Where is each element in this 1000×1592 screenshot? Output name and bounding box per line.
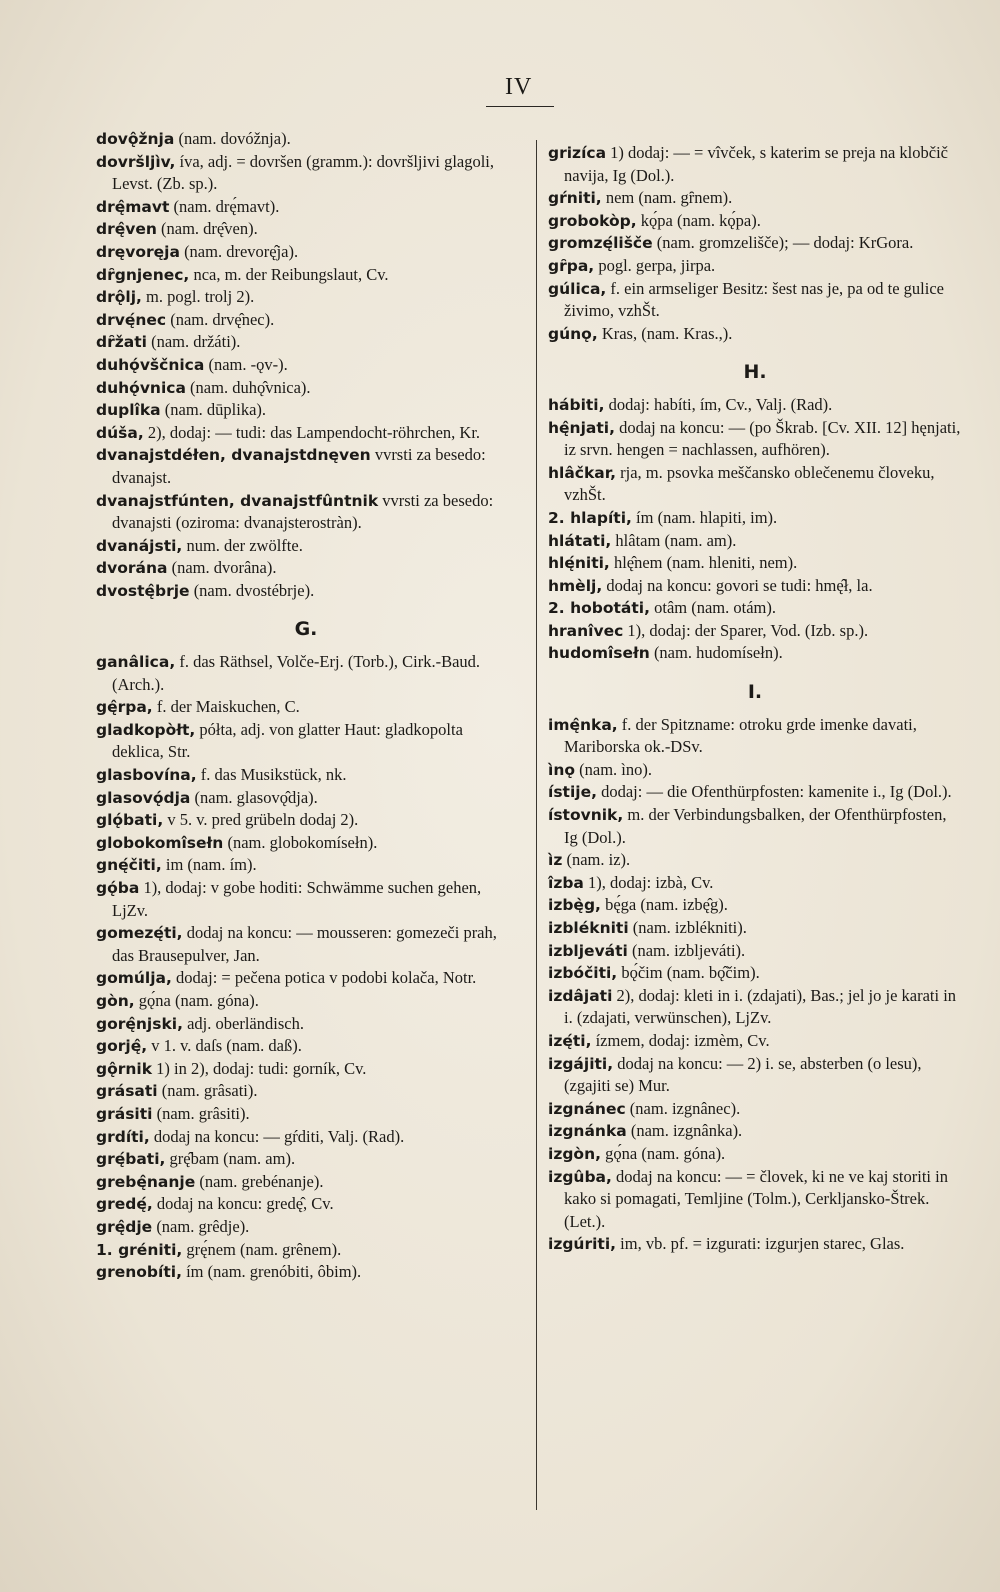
dictionary-entry — [548, 417, 962, 462]
entry-headword: gomúlja, — [96, 969, 172, 988]
entry-headword: gòn, — [96, 991, 135, 1010]
dictionary-entry — [548, 962, 962, 985]
entry-headword: gromzę́lišče — [548, 234, 653, 253]
dictionary-entry — [548, 278, 962, 323]
entry-definition: nca, m. der Reibungslaut, Cv. — [189, 264, 389, 284]
entry-headword: 2. hobotáti, — [548, 599, 650, 618]
entry-definition: (nam. drevorę̂ja). — [179, 241, 299, 261]
dictionary-entry — [548, 323, 962, 346]
entry-definition: im (nam. ím). — [161, 855, 257, 875]
entry-headword: dvanajstdéłen, dvanajstdnęven — [96, 446, 371, 465]
entry-definition: 2), dodaj: — tudi: das Lampendocht-röhrchen, Kr. — [143, 422, 481, 442]
dictionary-entry — [96, 967, 516, 990]
entry-definition: bę́ga (nam. izbę̂g). — [600, 895, 728, 915]
dictionary-entry — [548, 1053, 962, 1098]
entry-headword: grę́bati, — [96, 1150, 166, 1169]
header-rule — [486, 106, 554, 107]
dictionary-entry — [96, 286, 516, 309]
entry-definition: íva, adj. = dovršen (gramm.): dovršljivi glagoli, Levst. (Zb. sp.). — [112, 151, 495, 194]
entry-definition: (nam. grebénanje). — [195, 1171, 324, 1191]
entry-headword: dvostę̂brje — [96, 581, 190, 600]
dictionary-entry — [96, 399, 516, 422]
section-letter-g: G. — [294, 618, 318, 641]
entry-definition: f. ein armseliger Besitz: šest nas je, pa od te gulice živimo, vzhŠt. — [564, 278, 944, 321]
dictionary-entry — [96, 696, 516, 719]
entry-definition: dodaj: = pečena potica v podobi kolača, Notr. — [171, 968, 477, 988]
entry-headword: gȓpa, — [548, 256, 595, 275]
entry-headword: izgûba, — [548, 1167, 612, 1186]
entry-headword: grizíca — [548, 144, 607, 162]
entry-definition: (nam. grêdje). — [152, 1216, 250, 1236]
entry-definition: (nam. dūplika). — [160, 400, 267, 420]
entry-definition: f. das Musikstück, nk. — [196, 765, 347, 785]
dictionary-entry — [548, 849, 962, 872]
dictionary-entry — [96, 1058, 516, 1081]
entry-headword: gorę̂njski, — [96, 1014, 183, 1033]
entry-headword: dvanajstfúnten, dvanajstfûntnik — [96, 491, 379, 510]
entry-definition: (nam. glasovǫ̂dja). — [190, 787, 318, 807]
dictionary-entry — [548, 714, 962, 759]
entry-headword: dúša, — [96, 423, 144, 442]
entry-definition: gǫ́na (nam. góna). — [134, 990, 259, 1010]
entry-headword: izbóčiti, — [548, 964, 618, 983]
entry-headword: grásati — [96, 1082, 158, 1101]
dictionary-entry — [96, 241, 516, 264]
entry-definition: 1), dodaj: izbà, Cv. — [583, 872, 714, 892]
entry-headword: duhǫ́vnica — [96, 378, 186, 397]
entry-list-h — [548, 394, 962, 665]
dictionary-entry — [96, 651, 516, 696]
dictionary-entry — [96, 1239, 516, 1262]
dictionary-entry — [548, 1120, 962, 1143]
entry-definition: Kras, (nam. Kras.,). — [597, 323, 733, 343]
entry-definition: num. der zwölfte. — [182, 535, 303, 555]
entry-definition: ím (nam. hlapiti, im). — [631, 507, 778, 527]
entry-definition: dodaj: — die Ofenthürpfosten: kamenite i., Ig (Dol.). — [596, 782, 952, 802]
entry-headword: grenobíti, — [96, 1263, 182, 1282]
entry-headword: dvanájsti, — [96, 536, 183, 555]
dictionary-entry — [548, 507, 962, 530]
dictionary-entry — [548, 575, 962, 598]
dictionary-entry — [548, 1030, 962, 1053]
entry-headword: gorję̂, — [96, 1037, 148, 1056]
entry-definition: grę̂bam (nam. am). — [165, 1149, 296, 1169]
entry-definition: bǫ́čim (nam. bǫ̂čim). — [617, 963, 760, 983]
entry-headword: dȓgnjenec, — [96, 265, 190, 284]
entry-definition: (nam. ìno). — [575, 759, 652, 779]
entry-definition: rja, m. psovka meščansko oblečenemu človeku, vzhŠt. — [564, 462, 935, 505]
entry-definition: (nam. dovóžnja). — [174, 129, 291, 148]
entry-definition: (nam. gromzelišče); — dodaj: KrGora. — [652, 233, 914, 253]
entry-definition: 1), dodaj: der Sparer, Vod. (Izb. sp.). — [623, 620, 869, 640]
entry-headword: izgòn, — [548, 1144, 602, 1163]
dictionary-entry — [548, 1143, 962, 1166]
entry-definition: (nam. izbljeváti). — [627, 940, 746, 960]
dictionary-entry — [96, 809, 516, 832]
entry-definition: dodaj na koncu: — gŕditi, Valj. (Rad). — [149, 1126, 405, 1146]
entry-headword: hudomîsełn — [548, 644, 650, 663]
dictionary-entry — [548, 530, 962, 553]
dictionary-entry — [96, 1103, 516, 1126]
entry-headword: hlátati, — [548, 531, 612, 550]
entry-headword: gę̂rpa, — [96, 698, 153, 717]
entry-definition: vvrsti za besedo: dvanajsti (oziroma: dvanajsterostràn). — [112, 490, 494, 533]
entry-definition: (nam. drvę̂nec). — [166, 309, 275, 329]
entry-definition: dodaj na koncu: — mousseren: gomezeči prah, das Brausepulver, Jan. — [112, 923, 497, 965]
entry-headword: gnę́čiti, — [96, 856, 162, 875]
dictionary-entry — [96, 1080, 516, 1103]
entry-definition: 1) dodaj: — = vîvček, s katerim se preja na klobčič navija, Ig (Dol.). — [564, 143, 948, 185]
dictionary-entry — [96, 444, 516, 489]
entry-headword: gredę́, — [96, 1195, 153, 1214]
dictionary-entry — [96, 854, 516, 877]
entry-headword: grobokòp, — [548, 211, 637, 230]
entry-headword: izę́ti, — [548, 1031, 592, 1050]
dictionary-entry — [96, 151, 516, 196]
entry-definition: kǫ́pa (nam. kǫ́pa). — [636, 210, 761, 230]
entry-headword: duhǫ́vščnica — [96, 355, 205, 374]
entry-definition: grę́nem (nam. grênem). — [182, 1239, 342, 1259]
dictionary-entry — [96, 580, 516, 603]
entry-headword: izblékniti — [548, 919, 629, 937]
entry-headword: drǫ̂lj, — [96, 288, 142, 307]
entry-headword: glǫ́bati, — [96, 811, 164, 830]
entry-headword: izgájiti, — [548, 1054, 614, 1073]
dictionary-entry — [96, 128, 516, 151]
entry-definition: m. pogl. trolj 2). — [141, 287, 255, 307]
dictionary-entry — [548, 781, 962, 804]
entry-headword: glasbovína, — [96, 766, 197, 785]
entry-headword: drvę́nec — [96, 310, 167, 329]
entry-definition: dodaj na koncu: gredę̂, Cv. — [152, 1194, 334, 1214]
dictionary-entry — [548, 804, 962, 849]
dictionary-entry — [548, 210, 962, 233]
section-letter-i: I. — [747, 681, 763, 704]
dictionary-entry — [96, 1126, 516, 1149]
entry-definition: (nam. duhǫ̂vnica). — [185, 377, 311, 397]
dictionary-entry — [548, 187, 962, 210]
dictionary-entry — [96, 557, 516, 580]
dictionary-entry — [96, 1171, 516, 1194]
entry-definition: dodaj na koncu: — (po Škrab. [Cv. XII. 12] hęnjati, iz srvn. hengen = nachlassen, aufhören). — [564, 417, 961, 460]
dictionary-entry — [548, 255, 962, 278]
entry-definition: f. das Räthsel, Volče-Erj. (Torb.), Cirk.-Baud. (Arch.). — [112, 652, 481, 694]
entry-definition: adj. oberländisch. — [182, 1013, 304, 1033]
entry-headword: ìnǫ — [548, 760, 575, 779]
entry-definition: (nam. hudomísełn). — [649, 643, 783, 663]
entry-definition: dodaj na koncu: — 2) i. se, absterben (o lesu), (zgajiti se) Mur. — [564, 1053, 922, 1096]
entry-headword: ístovnik, — [548, 806, 624, 825]
entry-headword: hlę́niti, — [548, 554, 610, 573]
entry-list-g — [96, 651, 516, 1284]
entry-headword: gúlica, — [548, 279, 607, 298]
entry-headword: hę̂njati, — [548, 418, 615, 437]
entry-headword: dręvoręja — [96, 242, 180, 261]
entry-list-d — [96, 128, 516, 602]
dictionary-entry — [96, 490, 516, 535]
entry-definition: gǫ́na (nam. góna). — [601, 1143, 726, 1163]
dictionary-entry — [548, 232, 962, 255]
page-number: IV — [505, 74, 533, 100]
dictionary-entry — [548, 620, 962, 643]
entry-headword: hranîvec — [548, 621, 624, 640]
dictionary-entry — [548, 1233, 962, 1256]
dictionary-entry — [96, 764, 516, 787]
entry-headword: izbę̀g, — [548, 896, 601, 915]
entry-definition: 2), dodaj: kleti in i. (zdajati), Bas.; jel jo je karati in i. (zdajati, verwünschen), LjZv. — [564, 985, 957, 1028]
entry-definition: (nam. grâsati). — [157, 1081, 258, 1101]
dictionary-entry — [96, 1148, 516, 1171]
entry-headword: izgúriti, — [548, 1235, 617, 1254]
entry-definition: (nam. izgnânka). — [626, 1121, 743, 1141]
entry-headword: hábiti, — [548, 395, 605, 414]
entry-headword: drę̂ven — [96, 220, 157, 239]
dictionary-entry — [96, 535, 516, 558]
entry-headword: dovršljìv, — [96, 152, 176, 171]
dictionary-entry — [96, 1013, 516, 1036]
entry-headword: drę̂mavt — [96, 197, 170, 216]
dictionary-entry — [548, 1098, 962, 1121]
entry-definition: f. der Maiskuchen, C. — [152, 697, 300, 717]
entry-headword: globokomîsełn — [96, 833, 224, 852]
dictionary-entry — [548, 462, 962, 507]
entry-headword: izdâjati — [548, 986, 613, 1005]
entry-headword: gǫ̂rnik — [96, 1059, 153, 1078]
dictionary-entry — [96, 787, 516, 810]
entry-definition: (nam. izblékniti). — [628, 918, 747, 937]
entry-headword: gǫ́ba — [96, 879, 140, 897]
entry-definition: ízmem, dodaj: izmèm, Cv. — [591, 1030, 770, 1050]
entry-headword: ístije, — [548, 783, 597, 802]
dictionary-entry — [96, 877, 516, 922]
entry-definition: (nam. držáti). — [146, 332, 241, 352]
entry-definition: (nam. grâsiti). — [152, 1103, 250, 1123]
dictionary-entry — [548, 872, 962, 895]
entry-headword: dvorána — [96, 559, 168, 578]
entry-definition: dodaj na koncu: — = človek, ki ne ve kaj storiti in kako si pomagati, Temljine (Tolm.), Cerkljansko-Štrek. (Let.). — [564, 1166, 948, 1231]
dictionary-entry — [96, 1261, 516, 1284]
entry-headword: gladkopòłt, — [96, 720, 196, 739]
dictionary-entry — [96, 309, 516, 332]
entry-headword: dȓžati — [96, 333, 147, 352]
entry-definition: v 5. v. pred grübeln dodaj 2). — [163, 810, 359, 830]
entry-definition: vvrsti za besedo: dvanajst. — [112, 445, 486, 487]
entry-headword: izgnánec — [548, 1099, 626, 1118]
dictionary-entry — [548, 552, 962, 575]
entry-definition: półta, adj. von glatter Haut: gladkopolta deklica, Str. — [112, 719, 463, 762]
entry-definition: (nam. dvostébrje). — [189, 580, 315, 600]
entry-definition: (nam. drę̂ven). — [156, 219, 258, 239]
entry-headword: gúnǫ, — [548, 324, 598, 343]
entry-headword: 1. gréniti, — [96, 1240, 183, 1259]
entry-headword: izgnánka — [548, 1122, 627, 1141]
entry-list-g-continued — [548, 142, 962, 345]
entry-definition: 1), dodaj: v gobe hoditi: Schwämme suchen gehen, LjZv. — [112, 878, 482, 920]
entry-headword: 2. hlapíti, — [548, 508, 632, 527]
section-letter-h: H. — [743, 361, 767, 384]
entry-headword: gŕniti, — [548, 189, 602, 208]
dictionary-entry — [96, 264, 516, 287]
entry-headword: grdíti, — [96, 1127, 150, 1146]
dictionary-entry — [96, 1035, 516, 1058]
entry-definition: hlâtam (nam. am). — [611, 530, 737, 550]
dictionary-entry — [548, 642, 962, 665]
dictionary-entry — [96, 354, 516, 377]
entry-definition: dodaj: habíti, ím, Cv., Valj. (Rad). — [604, 394, 833, 414]
entry-definition: (nam. -ǫv-). — [204, 354, 288, 374]
dictionary-entry — [96, 922, 516, 967]
entry-definition: hlę̂nem (nam. hleniti, nem). — [609, 553, 798, 573]
entry-headword: glasovǫ́dja — [96, 788, 191, 807]
entry-headword: dovǫ̂žnja — [96, 130, 175, 148]
dictionary-entry — [548, 597, 962, 620]
column-divider — [536, 140, 537, 1510]
entry-headword: grę̂dje — [96, 1217, 153, 1236]
dictionary-entry — [96, 719, 516, 764]
entry-headword: grásiti — [96, 1104, 153, 1123]
entry-definition: otâm (nam. otám). — [649, 598, 776, 618]
entry-definition: m. der Verbindungsbalken, der Ofenthürpfosten, Ig (Dol.). — [564, 805, 947, 847]
entry-definition: (nam. globokomísełn). — [223, 832, 378, 852]
entry-headword: ganâlica, — [96, 653, 176, 672]
dictionary-entry — [96, 218, 516, 241]
entry-headword: hmèlj, — [548, 576, 603, 595]
dictionary-entry — [96, 1216, 516, 1239]
right-column — [548, 128, 962, 1256]
dictionary-entry — [548, 759, 962, 782]
entry-definition: im, vb. pf. = izgurati: izgurjen starec, Glas. — [616, 1234, 905, 1254]
entry-list-i — [548, 714, 962, 1256]
entry-headword: ìz — [548, 851, 563, 870]
dictionary-entry — [548, 917, 962, 940]
dictionary-entry — [96, 377, 516, 400]
dictionary-entry — [548, 394, 962, 417]
entry-definition: (nam. izgnânec). — [625, 1098, 741, 1118]
dictionary-entry — [96, 1193, 516, 1216]
entry-definition: nem (nam. gȓnem). — [601, 188, 733, 208]
entry-headword: îzba — [548, 873, 584, 892]
dictionary-entry — [548, 894, 962, 917]
entry-headword: izbljeváti — [548, 941, 628, 960]
entry-headword: gomezę́ti, — [96, 924, 183, 943]
dictionary-entry — [96, 331, 516, 354]
entry-definition: pogl. gerpa, jirpa. — [594, 255, 716, 275]
entry-definition: (nam. dvorâna). — [167, 558, 277, 578]
dictionary-entry — [96, 422, 516, 445]
entry-definition: dodaj na koncu: govori se tudi: hmę̂ł, la. — [602, 575, 873, 595]
entry-definition: v 1. v. daſs (nam. daß). — [147, 1036, 302, 1056]
dictionary-entry — [548, 1166, 962, 1234]
entry-definition: ím (nam. grenóbiti, ôbim). — [181, 1262, 362, 1282]
dictionary-entry — [548, 142, 962, 187]
entry-definition: f. der Spitzname: otroku grde imenke davati, Mariborska ok.-DSv. — [564, 714, 917, 757]
entry-headword: grebę̂nanje — [96, 1172, 196, 1191]
entry-definition: 1) in 2), dodaj: tudi: gorník, Cv. — [152, 1058, 367, 1078]
dictionary-entry — [548, 940, 962, 963]
dictionary-entry — [96, 196, 516, 219]
dictionary-entry — [548, 985, 962, 1030]
entry-definition: (nam. drę́mavt). — [169, 196, 280, 216]
entry-definition: (nam. iz). — [562, 850, 631, 870]
left-column — [96, 128, 516, 1284]
dictionary-entry — [96, 990, 516, 1013]
dictionary-entry — [96, 832, 516, 855]
entry-headword: duplîka — [96, 401, 161, 420]
entry-headword: hlâčkar, — [548, 463, 617, 482]
entry-headword: imę̂nka, — [548, 715, 618, 734]
